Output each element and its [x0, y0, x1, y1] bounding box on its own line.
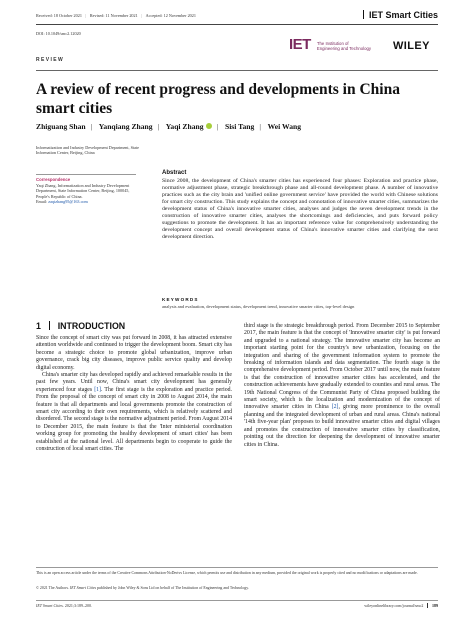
author-name[interactable]: Zhiguang Shan [36, 122, 86, 131]
abstract-text: Since 2008, the development of China's smarter cities has experienced four phases: Exploration and practice phase, normative adjustment phase, strategic breakthrough phase and all-round development phase. A number of innovative practices such as the city brain and 'unified online government service' have provided the world with Chinese solutions for smart city construction. This study explains the concept and connotation of innovative smarter cities, summarizes the development status of China's innovative smarter cities, analyses and judges the seven development trends in the construction of innovative smarter cities, analyses the shortcomings and deficiencies, and puts forward policy suggestions to promote the development. It has an important reference value for comprehensively understanding the development concept and overall development status of China's innovative smarter cities and clarifying the next development direction. [162, 178, 438, 241]
footer-url-page [364, 603, 438, 608]
correspondence-divider [36, 174, 136, 175]
paragraph: third stage is the strategic breakthrough period. From December 2015 to September 2017, the main feature is that the concept of 'Innovative smarter city' is put forward and upgraded to a national strategy. The innovative smarter city has become an important starting point for the country's new urbanization, focusing on the integration and sharing of the government information system to promote the breaking of information islands and data segmentation. The fourth stage is the comprehensive development period. From October 2017 until now, the main feature is that the construction of innovative smarter cities has accelerated, and the construction achievements have gradually extended to counties and rural areas. The 19th National Congress of the Communist Party of China proposed building the smart society, which is the localization and modernization of the concept of innovative smarter cities in China [2], giving more prominence to the overall planning and the integrated development of urban and rural areas. China's national '14th five-year plan' proposes to build innovative smarter cities and digital villages and promotes the construction of innovative smarter cities by classification, pointing out the direction for deepening the development of innovative smarter cities in China. [244, 323, 441, 448]
citation-link[interactable]: [2] [331, 404, 339, 411]
page-number: 189 [432, 603, 438, 608]
copyright-notice: © 2021 The Authors. IET Smart Cities published by John Wiley & Sons Ltd on behalf of The Institution of Engineering and Technology. [36, 586, 249, 590]
article-title: A review of recent progress and developments in China smart cities [36, 81, 400, 117]
doi[interactable]: DOI: 10.1049/smc2.12020 [36, 31, 81, 36]
paragraph: Since the concept of smart city was put forward in 2008, it has attracted extensive attention worldwide and continued to trigger the development boom. Smart city has become a strategic choice to promote global urbanization, improve urban governance, crack big city diseases, improve public service quality and develop digital economy. [36, 335, 232, 371]
header-divider [36, 24, 438, 25]
journal-url-link[interactable]: wileyonlinelibrary.com/journal/smc2 [364, 603, 424, 608]
body-column-right [244, 323, 440, 449]
footer-divider [36, 567, 438, 568]
body-column-left [36, 335, 232, 454]
orcid-icon[interactable] [206, 123, 212, 129]
section-label: REVIEW [36, 57, 65, 63]
paragraph: China's smarter city has developed rapidly and achieved remarkable results in the past few years. Until now, China's smart city development has generally experienced four stages [1]. The first stage is the exploration and practice period. From the proposal of the concept of smart city in 2008 to August 2014, the main feature is that all departments and local governments promote the construction of smart city according to their own requirements, which is relatively scattered and disordered. The second stage is the normative adjustment period. From August 2014 to December 2015, the main feature is that the 'Inter ministerial coordination working group for promoting the healthy development of smart cities' has been established at the national level. All departments begin to cooperate to guide the construction of local smart cities. The [36, 372, 233, 453]
iet-logo[interactable] [289, 38, 371, 52]
section-heading-introduction: 1 INTRODUCTION [36, 321, 126, 331]
keywords-list: analysis and evaluation, development status, development trend, innovative smarter cities, top-level design [162, 304, 355, 309]
iet-logo-tagline: The Institution of Engineering and Technology [316, 41, 371, 51]
received-date: Received: 18 October 2021 [36, 13, 82, 18]
affiliation: Informatization and Industry Development Department, State Information Center, Beijing, China [36, 145, 140, 156]
correspondence-details: Yaqi Zhang, Informatization and Industry Development Department, State Information Center, Beijing, 100045, People's Republic of China. Email: zaqizhang95@163.com [36, 183, 130, 204]
title-divider [36, 70, 438, 71]
author-list: Zhiguang Shan | Yanqiang Zhang | Yaqi Zhang | Sisi Tang | Wei Wang [36, 122, 302, 131]
correspondence-heading: Correspondence [36, 177, 71, 182]
journal-name: IET Smart Cities [363, 10, 438, 20]
wiley-logo[interactable]: WILEY [393, 40, 430, 52]
author-name[interactable]: Wei Wang [267, 122, 302, 131]
revised-date: Revised: 11 November 2021 [89, 13, 138, 18]
keywords-heading: KEYWORDS [162, 297, 199, 302]
citation-line: IET Smart Cities. 2021;3:189–200. [36, 603, 93, 608]
accepted-date: Accepted: 12 November 2021 [145, 13, 196, 18]
article-dates: Received: 18 October 2021 | Revised: 11 November 2021 | Accepted: 12 November 2021 [36, 13, 196, 18]
author-name[interactable]: Yaqi Zhang [165, 122, 204, 131]
email-link[interactable]: zaqizhang95@163.com [48, 198, 88, 204]
abstract-heading: Abstract [162, 170, 187, 176]
author-name[interactable]: Yanqiang Zhang [98, 122, 153, 131]
iet-logo-letters: IET [289, 36, 311, 53]
author-name[interactable]: Sisi Tang [224, 122, 255, 131]
citation-link[interactable]: [1] [94, 386, 101, 393]
license-notice: This is an open access article under the terms of the Creative Commons Attribution-NoDerivs License, which permits use and distribution in any medium, provided the original work is properly cited and no modifications or adaptations are made. [36, 571, 418, 575]
page-footer-divider [36, 600, 438, 601]
